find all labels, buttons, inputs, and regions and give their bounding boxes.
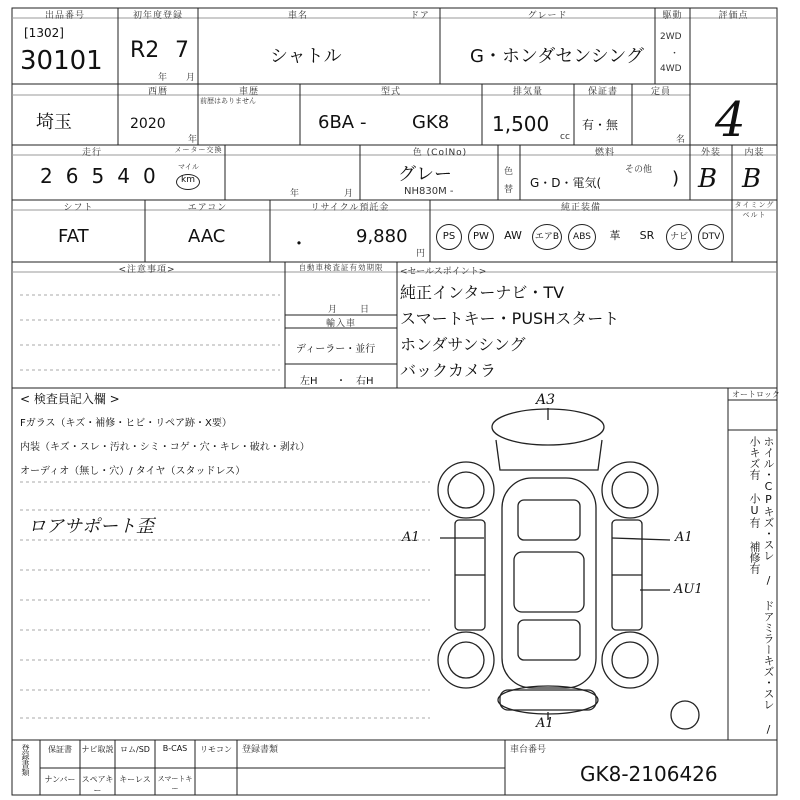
car-name-header: 車名 xyxy=(287,11,308,21)
equipment-list xyxy=(436,224,724,250)
nen-label: 年 xyxy=(158,73,168,83)
model-header: 型式 xyxy=(380,87,401,97)
mark-right2: AU1 xyxy=(674,582,703,597)
mileage-digit: 0 xyxy=(142,164,156,188)
recycle-header: リサイクル預託金 xyxy=(310,203,390,213)
drive-header: 駆動 xyxy=(662,11,683,21)
equipment-item: ABS xyxy=(568,224,596,250)
mark-left: A1 xyxy=(402,530,420,545)
inspector-line: 内装（キズ・スレ・汚れ・シミ・コゲ・穴・キレ・破れ・剥れ） xyxy=(20,442,310,453)
fuel-close: ) xyxy=(672,168,680,189)
equipment-item: ナビ xyxy=(666,224,692,250)
drive-4wd: 4WD xyxy=(660,64,682,74)
sales-point: 純正インターナビ・TV xyxy=(400,283,565,302)
equipment-item: PW xyxy=(468,224,494,250)
first-reg-header: 初年度登録 xyxy=(132,11,183,21)
color-swap: 替 xyxy=(504,185,514,195)
insp-month: 月 xyxy=(328,305,338,315)
bottom-item: ナビ取説 xyxy=(81,745,114,754)
seats-unit: 名 xyxy=(676,135,686,145)
ext-score: B xyxy=(698,164,718,194)
handle-right: 右H xyxy=(356,376,374,387)
import-header: 輸入車 xyxy=(325,319,356,329)
color-name: グレー xyxy=(398,164,452,185)
mileage-digit: 6 xyxy=(65,164,79,188)
lot-number: 30101 xyxy=(20,46,103,76)
color-header: 色 (ColNo) xyxy=(412,148,468,158)
bottom-item: 保証書 xyxy=(48,745,72,754)
equipment-item: PS xyxy=(436,224,462,250)
bottom-item: リモコン xyxy=(200,745,232,754)
bottom-item: ロム/SD xyxy=(120,745,150,754)
seats-header: 定員 xyxy=(650,87,671,97)
equipment-item: DTV xyxy=(698,224,724,250)
warranty: 有・無 xyxy=(582,118,619,132)
displacement-unit: cc xyxy=(560,132,570,142)
vehicle-class-note: 前歴はありません xyxy=(200,97,256,105)
drive-dot: ・ xyxy=(670,49,680,59)
inspection-header: 保証書 xyxy=(587,87,618,97)
ext-score-header: 外装 xyxy=(700,148,721,158)
aircon: AAC xyxy=(188,226,226,247)
mileage-header: 走行 xyxy=(81,148,102,158)
sales-point: ホンダサンシング xyxy=(400,335,526,354)
first-reg-year: R2 xyxy=(130,38,160,63)
lot-header: 出品番号 xyxy=(44,11,85,21)
tsuki-label: 月 xyxy=(186,73,196,83)
car-diagram xyxy=(438,408,699,729)
recycle-unit: 円 xyxy=(416,249,426,259)
side-note: ホイル・CPキズ・スレ / ドアミラーキズ・スレ / 小キズ有 小U有 補修有 xyxy=(748,436,775,736)
inspector-line: Fガラス（キズ・補修・ヒビ・リペア跡・X要） xyxy=(20,418,232,429)
inspector-line: オーディオ（無し・穴）/ タイヤ（スタッドレス） xyxy=(20,466,246,477)
insp-day: 日 xyxy=(360,305,370,315)
bottom-row2 xyxy=(40,774,195,796)
auto-lock-header: オートロック xyxy=(732,390,780,399)
meter-year: 年 xyxy=(290,189,300,199)
equipment-header: 純正装備 xyxy=(560,203,601,213)
bottom-item: B-CAS xyxy=(162,744,188,753)
area: 埼玉 xyxy=(36,112,72,133)
km-label: km xyxy=(176,174,200,190)
year-header: 西暦 xyxy=(147,87,168,97)
fuel-header: 燃料 xyxy=(594,148,615,158)
score-header: 評価点 xyxy=(718,11,749,21)
timing-header: タイミングベルト xyxy=(734,201,775,219)
chassis-header: 車台番号 xyxy=(510,745,547,755)
lot-code: [1302] xyxy=(24,26,64,40)
bottom-item: キーレス xyxy=(119,775,151,784)
inspector-lines xyxy=(20,412,310,484)
recycle-dot: ・ xyxy=(290,234,308,255)
year: 2020 xyxy=(130,116,166,132)
mileage-digits xyxy=(40,164,156,188)
mileage-digit: 5 xyxy=(91,164,105,188)
sales-point: スマートキー・PUSHスタート xyxy=(400,309,620,328)
model-dash: - xyxy=(360,112,367,133)
recycle-value: 9,880 xyxy=(356,226,408,247)
mark-right: A1 xyxy=(675,530,693,545)
equipment-item: 革 xyxy=(609,229,621,242)
int-score-header: 内装 xyxy=(744,148,765,158)
color-ext: 色 xyxy=(504,167,514,177)
grade-header: グレード xyxy=(527,11,568,21)
first-reg-month: 7 xyxy=(175,38,189,63)
mark-top: A3 xyxy=(536,392,556,408)
fuel-other: その他 xyxy=(625,165,653,175)
mile-label: マイル xyxy=(178,163,199,171)
equipment-item: AW xyxy=(504,229,522,242)
grade: G・ホンダセンシング xyxy=(470,46,644,67)
chassis-number: GK8-2106426 xyxy=(580,762,718,786)
reg-doc-label: 登録書類 xyxy=(21,744,30,776)
mileage-digit: 4 xyxy=(117,164,130,188)
equipment-item: SR xyxy=(639,229,655,242)
model-prefix: 6BA xyxy=(318,112,355,133)
shift: FAT xyxy=(58,226,89,247)
mark-bottom: A1 xyxy=(536,716,554,731)
equipment-item: エアB xyxy=(532,224,562,250)
model-code: GK8 xyxy=(412,112,450,133)
handwritten-note: ロアサポート歪 xyxy=(28,516,154,537)
meter-change-header: メーター交換 xyxy=(174,146,223,154)
aircon-header: エアコン xyxy=(187,203,228,213)
bottom-item: ナンバー xyxy=(44,775,76,784)
inspector-header: < 検査員記入欄 > xyxy=(20,392,120,406)
meter-month: 月 xyxy=(344,189,354,199)
displacement-header: 排気量 xyxy=(512,87,543,97)
door-header: ドア xyxy=(410,11,430,21)
notes-header: <注意事項> xyxy=(118,265,176,275)
dealer: ディーラー・並行 xyxy=(296,344,376,355)
handle-dot: ・ xyxy=(336,376,346,387)
color-code: NH830M - xyxy=(404,186,454,197)
bottom-row1 xyxy=(40,744,237,755)
bottom-item: スマートキー xyxy=(157,775,193,793)
car-name: シャトル xyxy=(270,46,342,67)
sales-point-header: <セールスポイント> xyxy=(400,267,487,277)
shift-header: シフト xyxy=(63,203,94,213)
sales-points xyxy=(400,280,619,384)
year-nen: 年 xyxy=(188,135,198,145)
drive-2wd: 2WD xyxy=(660,32,682,42)
score-value: 4 xyxy=(715,92,746,148)
displacement: 1,500 xyxy=(492,112,550,136)
sales-point: バックカメラ xyxy=(400,361,497,380)
fuel-options: G・D・電気( xyxy=(530,176,602,190)
reg-doc-header: 登録書類 xyxy=(242,745,279,755)
bottom-item: スペアキー xyxy=(81,775,114,795)
inspection-date-header: 自動車検査証有効期限 xyxy=(298,263,384,272)
int-score: B xyxy=(742,164,762,194)
vehicle-class-header: 車歴 xyxy=(238,87,259,97)
handle-left: 左H xyxy=(300,376,318,387)
mileage-digit: 2 xyxy=(40,164,53,188)
